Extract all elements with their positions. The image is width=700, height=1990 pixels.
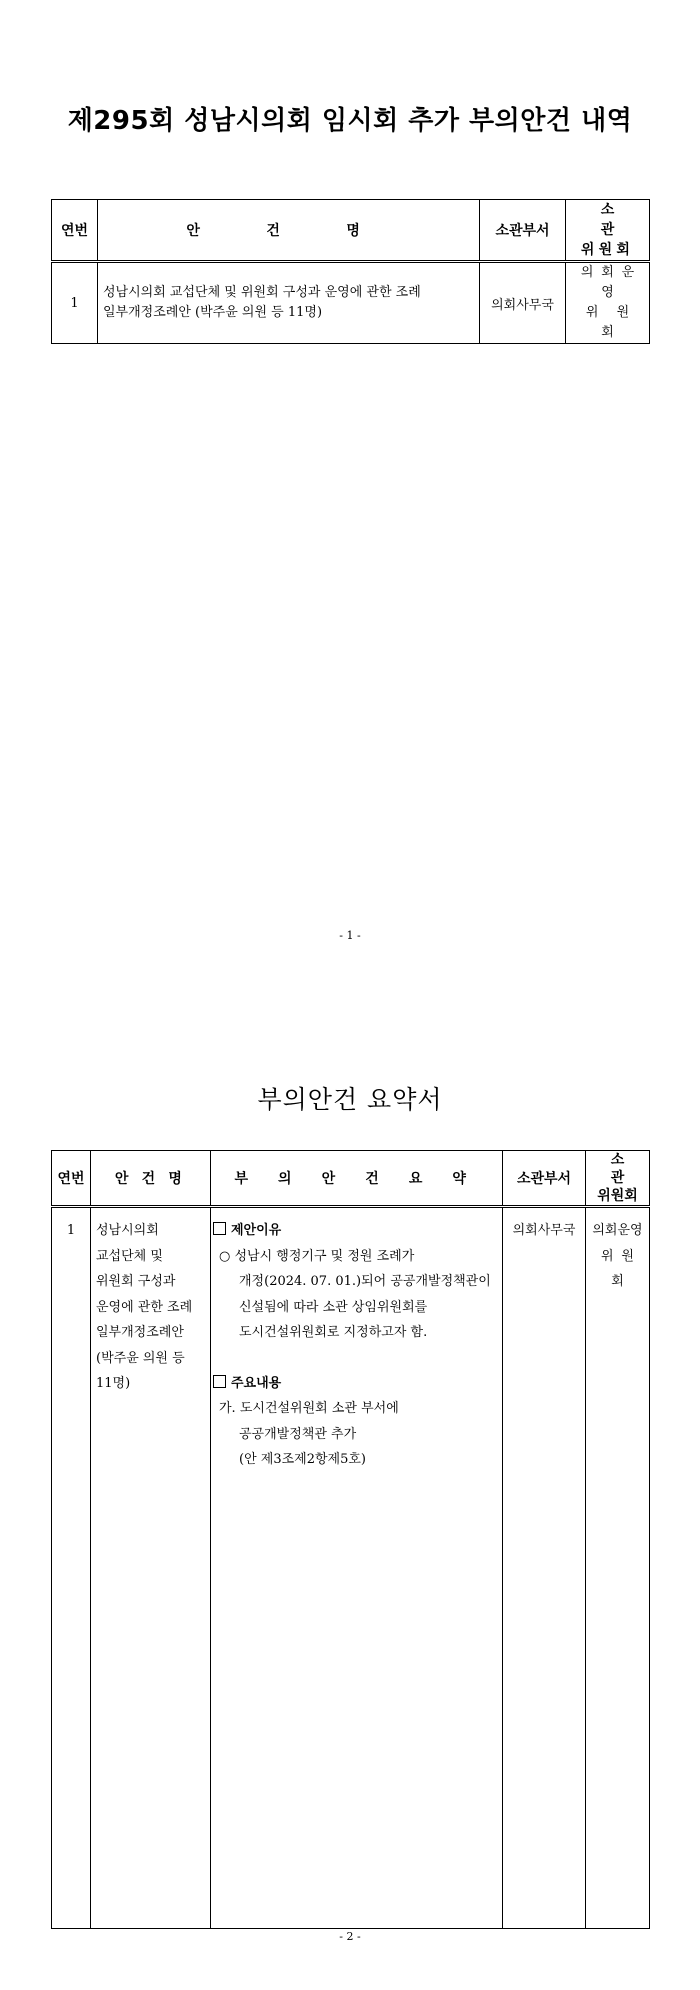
table-row — [52, 262, 650, 344]
header-no: 연번 — [52, 1151, 91, 1207]
summary-title: 부의안건 요약서 — [257, 1085, 443, 1114]
content-heading: 주요내용 — [213, 1371, 498, 1397]
summary-row — [52, 1207, 650, 1929]
row-committee: 의회운영 위원회 — [566, 262, 650, 344]
summary-header-row — [52, 1151, 650, 1207]
header-dept: 소관부서 — [503, 1151, 586, 1207]
page-2 — [0, 1000, 700, 1990]
header-committee: 소 관 위원회 — [566, 200, 650, 262]
page-title: 제295회 성남시의회 임시회 추가 부의안건 내역 — [67, 106, 633, 136]
agenda-table — [51, 199, 650, 344]
row-name: 성남시의회 교섭단체 및 위원회 구성과 운영에 관한 조례 일부개정조례안 (박주윤 의원 등 11명) — [98, 262, 480, 344]
header-name: 안 건 명 — [98, 200, 480, 262]
header-no: 연번 — [52, 200, 98, 262]
row-dept: 의회사무국 — [480, 262, 566, 344]
row-summary: 제안이유 ○ 성남시 행정기구 및 정원 조례가 개정(2024. 07. 01.)되어 공공개발정책관이 신설됨에 따라 소관 상임위원회를 도시건설위원회로 지정하고자 함. 주요내용 가. 도시건설위원회 소관 부서에 공공개발정책관 추가 (안 제3조제2항제5호) — [211, 1207, 503, 1929]
table-header-row — [52, 200, 650, 262]
header-dept: 소관부서 — [480, 200, 566, 262]
header-committee: 소 관 위원회 — [586, 1151, 650, 1207]
row-committee: 의회운영 위원회 — [586, 1207, 650, 1929]
checkbox-square-icon — [213, 1222, 226, 1235]
row-no: 1 — [52, 1207, 91, 1929]
reason-heading: 제안이유 — [213, 1218, 498, 1244]
row-dept: 의회사무국 — [503, 1207, 586, 1929]
summary-table — [51, 1150, 650, 1929]
header-name: 안 건 명 — [91, 1151, 211, 1207]
checkbox-square-icon — [213, 1375, 226, 1388]
page-number: - 2 - — [339, 1930, 361, 1943]
page-number: - 1 - — [339, 929, 361, 942]
row-name: 성남시의회 교섭단체 및 위원회 구성과 운영에 관한 조례 일부개정조례안 (박주윤 의원 등 11명) — [91, 1207, 211, 1929]
header-summary: 부 의 안 건 요 약 — [211, 1151, 503, 1207]
row-no: 1 — [52, 262, 98, 344]
